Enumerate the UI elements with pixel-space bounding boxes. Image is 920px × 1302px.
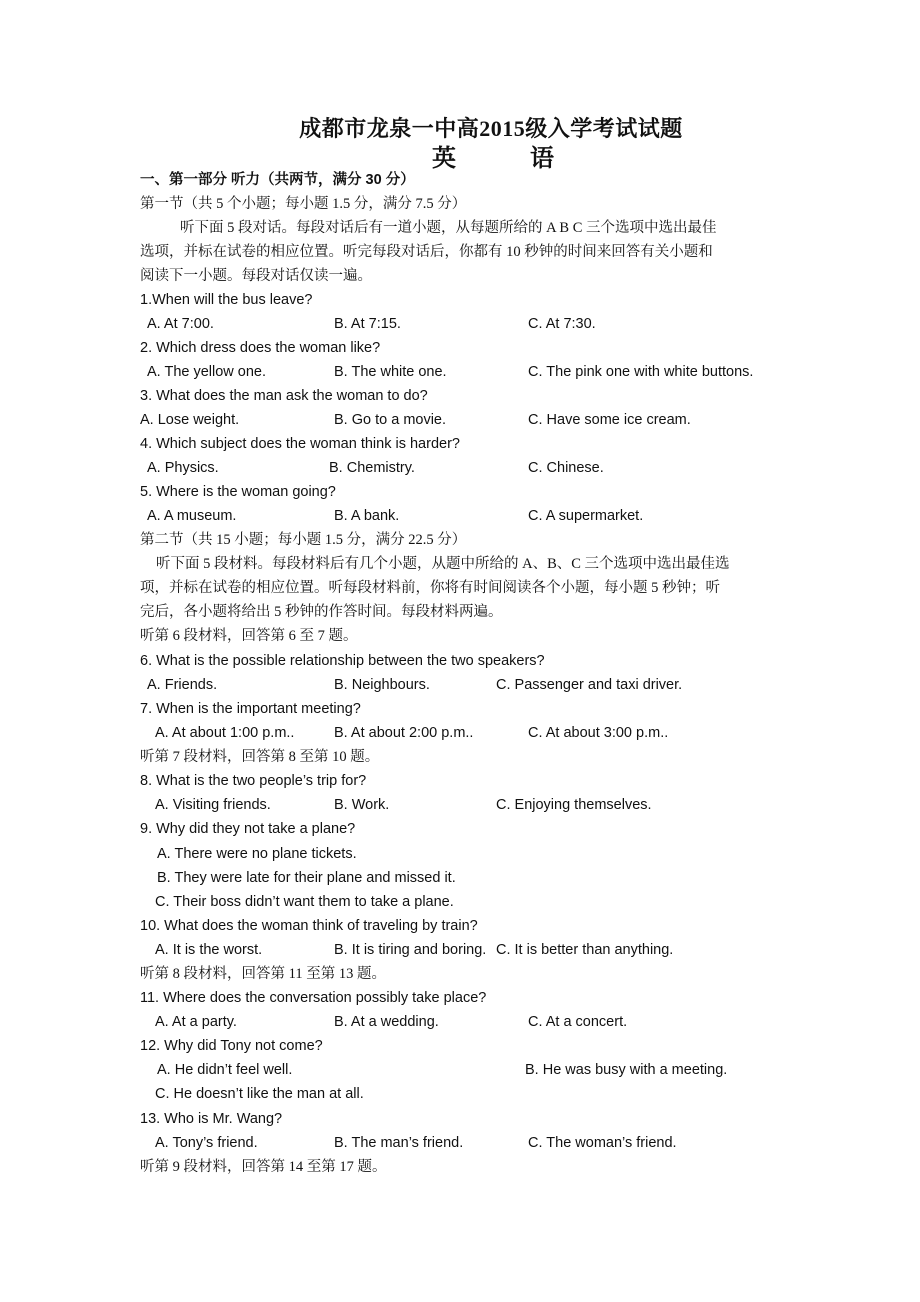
option-c: C. He doesn’t like the man at all. xyxy=(155,1086,364,1102)
listen-instruction-9: 听第 9 段材料，回答第 14 至第 17 题。 xyxy=(140,1159,387,1175)
option-b: B. Neighbours. xyxy=(334,677,430,693)
option-c: C. Have some ice cream. xyxy=(528,412,691,428)
option-a: A. At a party. xyxy=(155,1014,237,1030)
subject-char-2: 语 xyxy=(530,146,554,172)
option-c: C. The woman’s friend. xyxy=(528,1135,677,1151)
option-b: B. At 7:15. xyxy=(334,316,401,332)
question-stem: 12. Why did Tony not come? xyxy=(140,1038,323,1054)
option-c: C. Chinese. xyxy=(528,460,604,476)
subject-char-1: 英 xyxy=(432,146,456,172)
option-a: A. At about 1:00 p.m.. xyxy=(155,725,295,741)
option-a: A. Lose weight. xyxy=(140,412,240,428)
part1-heading: 第一节（共 5 个小题；每小题 1.5 分，满分 7.5 分） xyxy=(140,196,467,212)
option-b: B. Work. xyxy=(334,797,390,813)
listen-instruction-8: 听第 8 段材料，回答第 11 至第 13 题。 xyxy=(140,966,386,982)
option-a: A. Physics. xyxy=(147,460,219,476)
question-stem: 5. Where is the woman going? xyxy=(140,484,336,500)
option-c: C. Enjoying themselves. xyxy=(496,797,652,813)
option-b: B. Go to a movie. xyxy=(334,412,447,428)
option-c: C. The pink one with white buttons. xyxy=(528,364,754,380)
option-b: B. Chemistry. xyxy=(329,460,415,476)
listen-instruction-7: 听第 7 段材料，回答第 8 至第 10 题。 xyxy=(140,749,380,765)
part2-instructions-line1: 听下面 5 段材料。每段材料后有几个小题，从题中所给的 A、B、C 三个选项中选出最佳选 xyxy=(156,556,730,572)
part2-instructions-line2: 项，并标在试卷的相应位置。听每段材料前，你将有时间阅读各个小题，每小题 5 秒钟；听 xyxy=(140,580,720,596)
question-stem: 3. What does the man ask the woman to do? xyxy=(140,388,428,404)
question-stem: 11. Where does the conversation possibly take place? xyxy=(140,990,487,1006)
option-a: A. Friends. xyxy=(147,677,218,693)
option-b: B. At about 2:00 p.m.. xyxy=(334,725,474,741)
option-b: B. The man’s friend. xyxy=(334,1135,464,1151)
part1-instructions-line1: 听下面 5 段对话。每段对话后有一道小题，从每题所给的 A B C 三个选项中选出最佳 xyxy=(180,220,717,236)
option-b: B. The white one. xyxy=(334,364,447,380)
option-c: C. It is better than anything. xyxy=(496,942,674,958)
question-stem: 6. What is the possible relationship between the two speakers? xyxy=(140,653,545,669)
section1-heading: 一、第一部分 听力（共两节，满分 30 分） xyxy=(140,172,415,188)
option-a: A. The yellow one. xyxy=(147,364,267,380)
option-c: C. Passenger and taxi driver. xyxy=(496,677,683,693)
question-stem: 1.When will the bus leave? xyxy=(140,292,313,308)
option-c: C. At a concert. xyxy=(528,1014,628,1030)
option-c: C. A supermarket. xyxy=(528,508,644,524)
option-b: B. They were late for their plane and missed it. xyxy=(157,870,456,886)
question-stem: 4. Which subject does the woman think is harder? xyxy=(140,436,460,452)
question-stem: 10. What does the woman think of traveling by train? xyxy=(140,918,478,934)
option-a: A. It is the worst. xyxy=(155,942,263,958)
question-stem: 9. Why did they not take a plane? xyxy=(140,821,356,837)
part2-instructions-line3: 完后，各小题将给出 5 秒钟的作答时间。每段材料两遍。 xyxy=(140,604,503,620)
question-stem: 7. When is the important meeting? xyxy=(140,701,361,717)
option-b: B. It is tiring and boring. xyxy=(334,942,487,958)
part2-heading: 第二节（共 15 小题；每小题 1.5 分，满分 22.5 分） xyxy=(140,532,467,548)
option-a: A. Visiting friends. xyxy=(155,797,271,813)
option-a: A. He didn’t feel well. xyxy=(157,1062,293,1078)
part1-instructions-line3: 阅读下一小题。每段对话仅读一遍。 xyxy=(140,268,372,284)
option-a: A. There were no plane tickets. xyxy=(157,846,357,862)
listen-instruction-6: 听第 6 段材料，回答第 6 至 7 题。 xyxy=(140,628,358,644)
option-b: B. At a wedding. xyxy=(334,1014,439,1030)
option-a: A. At 7:00. xyxy=(147,316,214,332)
question-stem: 2. Which dress does the woman like? xyxy=(140,340,381,356)
option-a: A. Tony’s friend. xyxy=(155,1135,258,1151)
part1-instructions-line2: 选项，并标在试卷的相应位置。听完每段对话后，你都有 10 秒钟的时间来回答有关小题和 xyxy=(140,244,713,260)
option-a: A. A museum. xyxy=(147,508,237,524)
option-b: B. He was busy with a meeting. xyxy=(525,1062,728,1078)
option-c: C. Their boss didn’t want them to take a plane. xyxy=(155,894,454,910)
question-stem: 13. Who is Mr. Wang? xyxy=(140,1111,283,1127)
question-stem: 8. What is the two people’s trip for? xyxy=(140,773,367,789)
exam-title: 成都市龙泉一中高2015级入学考试试题 xyxy=(299,116,683,141)
option-c: C. At about 3:00 p.m.. xyxy=(528,725,669,741)
option-c: C. At 7:30. xyxy=(528,316,596,332)
option-b: B. A bank. xyxy=(334,508,400,524)
